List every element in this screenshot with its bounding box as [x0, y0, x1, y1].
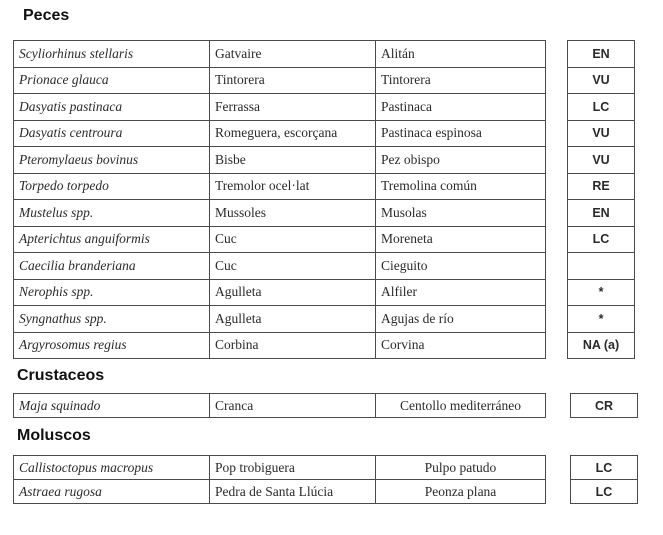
scientific-name-cell: Nerophis spp. [14, 279, 210, 306]
scientific-name-cell: Torpedo torpedo [14, 173, 210, 200]
status-row [571, 456, 638, 480]
scientific-name-cell: Astraea rugosa [14, 480, 210, 504]
spanish-name-cell: Peonza plana [376, 480, 546, 504]
conservation-status-cell: VU [568, 67, 635, 94]
catalan-name-cell: Mussoles [210, 200, 376, 227]
section-title-peces: Peces [23, 7, 70, 24]
table-row [14, 147, 546, 174]
spanish-name-cell: Corvina [376, 332, 546, 359]
table-row [14, 200, 546, 227]
status-row [568, 173, 635, 200]
conservation-status-cell: RE [568, 173, 635, 200]
spanish-name-cell: Moreneta [376, 226, 546, 253]
scientific-name-cell: Argyrosomus regius [14, 332, 210, 359]
table-row [14, 94, 546, 121]
table-row [14, 226, 546, 253]
catalan-name-cell: Cranca [210, 394, 376, 418]
conservation-status-cell: LC [571, 456, 638, 480]
status-row [571, 394, 638, 418]
spanish-name-cell: Pez obispo [376, 147, 546, 174]
catalan-name-cell: Tremolor ocel·lat [210, 173, 376, 200]
status-row [568, 147, 635, 174]
spanish-name-cell: Alfiler [376, 279, 546, 306]
moluscos-species-table [13, 455, 546, 504]
conservation-status-cell: * [568, 279, 635, 306]
status-row [568, 226, 635, 253]
catalan-name-cell: Agulleta [210, 306, 376, 333]
conservation-status-cell: LC [571, 480, 638, 504]
scientific-name-cell: Prionace glauca [14, 67, 210, 94]
scientific-name-cell: Apterichtus anguiformis [14, 226, 210, 253]
table-row [14, 253, 546, 280]
catalan-name-cell: Romeguera, escorçana [210, 120, 376, 147]
status-row [571, 480, 638, 504]
scientific-name-cell: Dasyatis centroura [14, 120, 210, 147]
peces-status-table [567, 40, 635, 359]
spanish-name-cell: Tremolina común [376, 173, 546, 200]
crustaceos-species-table [13, 393, 546, 418]
crustaceos-status-table [570, 393, 638, 418]
table-row [14, 279, 546, 306]
catalan-name-cell: Pedra de Santa Llúcia [210, 480, 376, 504]
spanish-name-cell: Pastinaca [376, 94, 546, 121]
scientific-name-cell: Pteromylaeus bovinus [14, 147, 210, 174]
spanish-name-cell: Pulpo patudo [376, 456, 546, 480]
spanish-name-cell: Musolas [376, 200, 546, 227]
spanish-name-cell: Centollo mediterráneo [376, 394, 546, 418]
scientific-name-cell: Callistoctopus macropus [14, 456, 210, 480]
catalan-name-cell: Tintorera [210, 67, 376, 94]
conservation-status-cell: EN [568, 41, 635, 68]
conservation-status-cell: CR [571, 394, 638, 418]
table-row [14, 480, 546, 504]
table-row [14, 456, 546, 480]
catalan-name-cell: Corbina [210, 332, 376, 359]
scientific-name-cell: Maja squinado [14, 394, 210, 418]
scientific-name-cell: Caecilia branderiana [14, 253, 210, 280]
catalan-name-cell: Cuc [210, 226, 376, 253]
table-row [14, 173, 546, 200]
spanish-name-cell: Pastinaca espinosa [376, 120, 546, 147]
conservation-status-cell: NA (a) [568, 332, 635, 359]
scientific-name-cell: Syngnathus spp. [14, 306, 210, 333]
conservation-status-cell: * [568, 306, 635, 333]
catalan-name-cell: Pop trobiguera [210, 456, 376, 480]
scientific-name-cell: Scyliorhinus stellaris [14, 41, 210, 68]
table-row [14, 306, 546, 333]
peces-species-table [13, 40, 546, 359]
status-row [568, 120, 635, 147]
catalan-name-cell: Cuc [210, 253, 376, 280]
status-row [568, 67, 635, 94]
status-row [568, 253, 635, 280]
spanish-name-cell: Tintorera [376, 67, 546, 94]
conservation-status-cell: VU [568, 147, 635, 174]
table-row [14, 67, 546, 94]
spanish-name-cell: Agujas de río [376, 306, 546, 333]
catalan-name-cell: Gatvaire [210, 41, 376, 68]
moluscos-status-table [570, 455, 638, 504]
conservation-status-cell: LC [568, 226, 635, 253]
section-title-crustaceos: Crustaceos [17, 367, 105, 384]
table-row [14, 120, 546, 147]
status-row [568, 332, 635, 359]
table-row [14, 41, 546, 68]
scientific-name-cell: Mustelus spp. [14, 200, 210, 227]
conservation-status-cell: LC [568, 94, 635, 121]
section-title-moluscos: Moluscos [17, 427, 91, 444]
spanish-name-cell: Alitán [376, 41, 546, 68]
conservation-status-cell: EN [568, 200, 635, 227]
status-row [568, 94, 635, 121]
status-row [568, 41, 635, 68]
catalan-name-cell: Ferrassa [210, 94, 376, 121]
conservation-status-cell: VU [568, 120, 635, 147]
spanish-name-cell: Cieguito [376, 253, 546, 280]
table-row [14, 332, 546, 359]
catalan-name-cell: Bisbe [210, 147, 376, 174]
catalan-name-cell: Agulleta [210, 279, 376, 306]
status-row [568, 306, 635, 333]
scientific-name-cell: Dasyatis pastinaca [14, 94, 210, 121]
status-row [568, 279, 635, 306]
status-row [568, 200, 635, 227]
conservation-status-cell [568, 253, 635, 280]
table-row [14, 394, 546, 418]
